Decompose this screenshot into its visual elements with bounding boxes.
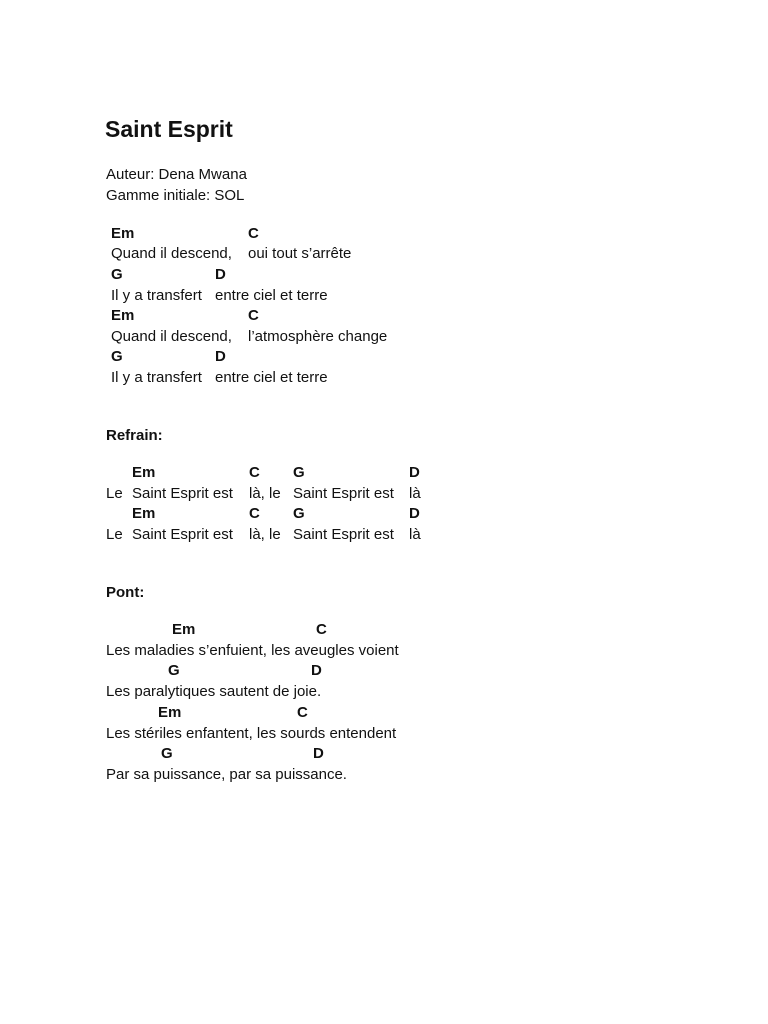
song-title: Saint Esprit: [105, 116, 233, 142]
refrain-chord: Em: [132, 505, 156, 522]
bridge-chord: Em: [158, 704, 182, 721]
verse-lyric: Il y a transfert: [111, 369, 202, 386]
bridge-chord: G: [168, 662, 180, 679]
refrain-chord: Em: [132, 464, 156, 481]
refrain-lyric: là: [409, 526, 421, 543]
verse-chord: G: [111, 266, 123, 283]
bridge-chord: C: [297, 704, 308, 721]
refrain-chord: G: [293, 464, 305, 481]
refrain-lyric: là, le: [249, 526, 281, 543]
refrain-lyric: Saint Esprit est: [132, 485, 233, 502]
verse-lyric: entre ciel et terre: [215, 287, 328, 304]
bridge-chord: Em: [172, 621, 196, 638]
bridge-lyric: Les paralytiques sautent de joie.: [106, 683, 322, 700]
verse-lyric: Il y a transfert: [111, 287, 202, 304]
verse-chord: C: [248, 225, 259, 242]
bridge-lyric: Les stériles enfantent, les sourds entendent: [106, 725, 397, 742]
verse-lyric: Quand il descend,: [111, 245, 232, 262]
refrain-chord: C: [249, 505, 260, 522]
key-line: Gamme initiale: SOL: [106, 187, 245, 204]
verse-lyric: Quand il descend,: [111, 328, 232, 345]
refrain-chord: D: [409, 505, 420, 522]
refrain-chord: C: [249, 464, 260, 481]
bridge-lyric: Les maladies s’enfuient, les aveugles voient: [106, 642, 399, 659]
refrain-heading: Refrain:: [106, 427, 163, 444]
verse-chord: D: [215, 348, 226, 365]
verse-chord: Em: [111, 307, 135, 324]
refrain-chord: D: [409, 464, 420, 481]
refrain-lyric: là: [409, 485, 421, 502]
verse-lyric: l’atmosphère change: [248, 328, 388, 345]
verse-lyric: entre ciel et terre: [215, 369, 328, 386]
verse-chord: D: [215, 266, 226, 283]
verse-chord: C: [248, 307, 259, 324]
bridge-lyric: Par sa puissance, par sa puissance.: [106, 766, 347, 783]
verse-lyric: oui tout s’arrête: [248, 245, 352, 262]
refrain-lyric: Saint Esprit est: [293, 485, 394, 502]
refrain-lyric: Saint Esprit est: [132, 526, 233, 543]
verse-chord: Em: [111, 225, 135, 242]
refrain-lyric: Le: [106, 485, 123, 502]
bridge-chord: G: [161, 745, 173, 762]
bridge-heading: Pont:: [106, 584, 145, 601]
refrain-chord: G: [293, 505, 305, 522]
refrain-lyric: Le: [106, 526, 123, 543]
refrain-lyric: Saint Esprit est: [293, 526, 394, 543]
refrain-lyric: là, le: [249, 485, 281, 502]
bridge-chord: D: [311, 662, 322, 679]
author-line: Auteur: Dena Mwana: [106, 166, 247, 183]
bridge-chord: C: [316, 621, 327, 638]
verse-chord: G: [111, 348, 123, 365]
bridge-chord: D: [313, 745, 324, 762]
